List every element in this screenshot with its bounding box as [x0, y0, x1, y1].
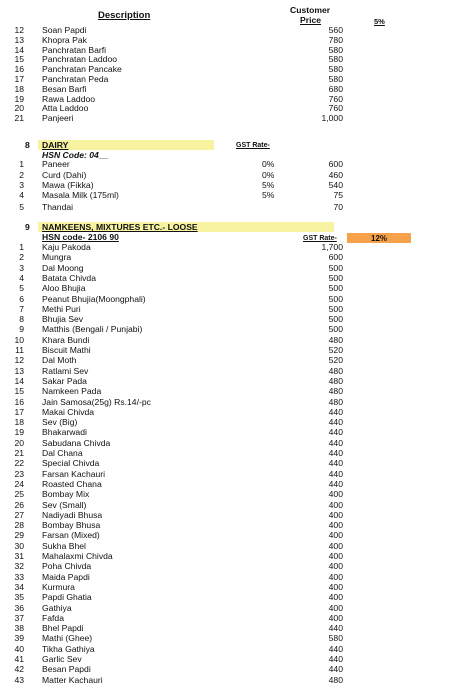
item-name: Matter Kachauri — [42, 674, 103, 685]
item-price: 1,700 — [321, 242, 343, 252]
item-name: Dal Chana — [42, 448, 83, 458]
item-price: 400 — [328, 612, 343, 623]
namkeen-section-number: 9 — [25, 222, 30, 232]
row-number: 26 — [14, 499, 24, 510]
row-number: 27 — [14, 509, 24, 520]
row-number: 7 — [19, 303, 24, 314]
item-price: 440 — [328, 448, 343, 458]
item-name: Kurmura — [42, 581, 75, 592]
item-name: Panjeeri — [42, 113, 74, 124]
row-number: 5 — [19, 283, 24, 294]
item-name: Jain Samosa(25g) Rs.14/-pc — [42, 396, 151, 407]
item-gst: 0% — [262, 159, 275, 169]
item-name: Batata Chivda — [42, 272, 96, 283]
item-price: 520 — [328, 355, 343, 366]
row-number: 31 — [14, 551, 24, 561]
item-price: 1,000 — [321, 113, 343, 124]
item-name: Garlic Sev — [42, 654, 82, 664]
row-number: 17 — [14, 406, 24, 417]
item-name: Besan Papdi — [42, 664, 91, 675]
row-number: 41 — [14, 654, 24, 664]
row-number: 32 — [14, 561, 24, 572]
item-name: Fafda — [42, 612, 64, 623]
row-number: 3 — [19, 262, 24, 273]
item-gst: 5% — [262, 180, 275, 190]
item-price: 500 — [328, 314, 343, 325]
row-number: 14 — [14, 375, 24, 386]
item-name: Masala Milk (175ml) — [42, 190, 119, 200]
percent-header: 5% — [374, 17, 385, 26]
row-number: 15 — [14, 54, 24, 65]
item-name: Khara Bundi — [42, 334, 90, 345]
row-number: 19 — [14, 93, 24, 104]
dairy-title: DAIRY — [42, 140, 69, 150]
item-price: 580 — [328, 44, 343, 55]
item-name: Panchratan Laddoo — [42, 54, 118, 65]
item-price: 480 — [328, 396, 343, 407]
row-number: 34 — [14, 581, 24, 592]
item-name: Gathiya — [42, 602, 72, 613]
price-header: Price — [300, 15, 322, 25]
item-price: 580 — [328, 54, 343, 65]
namkeen-gst-label: GST Rate- — [303, 235, 337, 242]
item-price: 70 — [333, 202, 343, 212]
item-price: 580 — [328, 74, 343, 84]
row-number: 18 — [14, 417, 24, 428]
item-price: 440 — [328, 468, 343, 479]
dairy-gst-label: GST Rate- — [236, 142, 270, 149]
item-name: Khopra Pak — [42, 34, 87, 45]
item-price: 440 — [328, 623, 343, 634]
item-name: Curd (Dahi) — [42, 170, 87, 180]
item-price: 440 — [328, 654, 343, 664]
item-name: Panchratan Pancake — [42, 64, 122, 75]
item-price: 440 — [328, 458, 343, 469]
row-number: 1 — [19, 159, 24, 169]
row-number: 13 — [14, 34, 24, 45]
item-price: 580 — [328, 64, 343, 75]
item-name: Besan Barfi — [42, 83, 87, 94]
item-name: Farsan (Mixed) — [42, 530, 100, 541]
item-name: Bhujia Sev — [42, 314, 84, 325]
item-name: Makai Chivda — [42, 406, 95, 417]
dairy-hsn: HSN Code: 04__ — [42, 150, 109, 160]
item-name: Mahalaxmi Chivda — [42, 551, 113, 561]
row-number: 20 — [14, 437, 24, 448]
row-number: 6 — [19, 293, 24, 304]
item-price: 760 — [328, 103, 343, 114]
item-price: 600 — [328, 159, 343, 169]
row-number: 37 — [14, 612, 24, 623]
item-name: Tikha Gathiya — [42, 643, 95, 654]
item-name: Sev (Small) — [42, 499, 87, 510]
row-number: 15 — [14, 386, 24, 397]
item-price: 400 — [328, 530, 343, 541]
row-number: 39 — [14, 633, 24, 644]
item-price: 400 — [328, 540, 343, 551]
row-number: 8 — [19, 314, 24, 325]
item-name: Special Chivda — [42, 458, 100, 469]
row-number: 4 — [19, 190, 24, 200]
item-gst: 5% — [262, 190, 275, 200]
row-number: 14 — [14, 44, 24, 55]
item-name: Bombay Mix — [42, 489, 90, 500]
row-number: 16 — [14, 396, 24, 407]
item-price: 480 — [328, 386, 343, 397]
namkeen-hsn: HSN code- 2106 90 — [42, 232, 119, 242]
row-number: 17 — [14, 74, 24, 84]
item-price: 440 — [328, 643, 343, 654]
item-name: Mungra — [42, 252, 72, 263]
item-name: Panchratan Barfi — [42, 44, 107, 55]
item-name: Nadiyadi Bhusa — [42, 509, 103, 520]
item-name: Farsan Kachauri — [42, 468, 106, 479]
item-name: Ratlami Sev — [42, 365, 89, 376]
item-price: 680 — [328, 83, 343, 94]
item-name: Roasted Chana — [42, 478, 102, 489]
item-price: 400 — [328, 561, 343, 572]
item-name: Aloo Bhujia — [42, 283, 86, 294]
item-price: 400 — [328, 571, 343, 582]
customer-header: Customer — [290, 5, 331, 15]
item-name: Peanut Bhujia(Moongphali) — [42, 293, 146, 304]
row-number: 42 — [14, 664, 24, 675]
item-price: 400 — [328, 499, 343, 510]
row-number: 16 — [14, 64, 24, 75]
dairy-section-number: 8 — [25, 140, 30, 150]
row-number: 28 — [14, 520, 24, 531]
item-price: 480 — [328, 334, 343, 345]
item-price: 520 — [328, 345, 343, 355]
item-price: 480 — [328, 674, 343, 685]
item-price: 500 — [328, 324, 343, 335]
namkeen-gst-value: 12% — [371, 234, 388, 243]
item-price: 400 — [328, 592, 343, 603]
row-number: 12 — [14, 355, 24, 366]
item-price: 580 — [328, 633, 343, 644]
item-name: Atta Laddoo — [42, 103, 89, 114]
item-name: Bombay Bhusa — [42, 520, 101, 531]
row-number: 18 — [14, 83, 24, 94]
item-price: 400 — [328, 509, 343, 520]
item-name: Dal Moth — [42, 355, 77, 366]
row-number: 40 — [14, 643, 24, 654]
row-number: 13 — [14, 365, 24, 376]
row-number: 30 — [14, 540, 24, 551]
row-number: 1 — [19, 242, 24, 252]
item-price: 400 — [328, 520, 343, 531]
item-name: Sev (Big) — [42, 417, 78, 428]
item-price: 600 — [328, 252, 343, 263]
item-price: 400 — [328, 581, 343, 592]
row-number: 35 — [14, 592, 24, 603]
row-number: 20 — [14, 103, 24, 114]
item-name: Rawa Laddoo — [42, 93, 96, 104]
row-number: 21 — [14, 113, 24, 124]
item-name: Bhel Papdi — [42, 623, 84, 634]
item-price: 500 — [328, 262, 343, 273]
row-number: 33 — [14, 571, 24, 582]
item-price: 440 — [328, 664, 343, 675]
row-number: 5 — [19, 202, 24, 212]
row-number: 29 — [14, 530, 24, 541]
item-price: 480 — [328, 365, 343, 376]
item-name: Mawa (Fikka) — [42, 180, 94, 190]
item-price: 500 — [328, 293, 343, 304]
item-price: 760 — [328, 93, 343, 104]
item-price: 400 — [328, 489, 343, 500]
row-number: 2 — [19, 170, 24, 180]
item-name: Bhakarwadi — [42, 427, 87, 438]
row-number: 25 — [14, 489, 24, 500]
item-price: 440 — [328, 437, 343, 448]
item-gst: 0% — [262, 170, 275, 180]
item-name: Mathi (Ghee) — [42, 633, 93, 644]
item-price: 440 — [328, 427, 343, 438]
item-name: Sakar Pada — [42, 375, 87, 386]
row-number: 36 — [14, 602, 24, 613]
item-name: Thandai — [42, 202, 74, 212]
item-name: Sabudana Chivda — [42, 437, 111, 448]
item-name: Biscuit Mathi — [42, 345, 91, 355]
row-number: 4 — [19, 272, 24, 283]
item-price: 560 — [328, 25, 343, 35]
item-price: 75 — [333, 190, 343, 200]
item-price: 500 — [328, 303, 343, 314]
row-number: 24 — [14, 478, 24, 489]
item-price: 400 — [328, 602, 343, 613]
item-price: 780 — [328, 34, 343, 45]
item-name: Kaju Pakoda — [42, 242, 91, 252]
item-name: Soan Papdi — [42, 25, 87, 35]
row-number: 9 — [19, 324, 24, 335]
item-price: 460 — [328, 170, 343, 180]
item-price: 500 — [328, 272, 343, 283]
item-name: Paneer — [42, 159, 70, 169]
item-price: 500 — [328, 283, 343, 294]
item-name: Dal Moong — [42, 262, 84, 273]
row-number: 23 — [14, 468, 24, 479]
item-price: 440 — [328, 406, 343, 417]
description-header: Description — [98, 10, 151, 21]
item-price: 480 — [328, 375, 343, 386]
row-number: 10 — [14, 334, 24, 345]
row-number: 11 — [15, 345, 24, 355]
namkeen-title: NAMKEENS, MIXTURES ETC.- LOOSE — [42, 222, 198, 232]
item-price: 400 — [328, 551, 343, 561]
item-name: Sukha Bhel — [42, 540, 86, 551]
row-number: 22 — [14, 458, 24, 469]
item-name: Matthis (Bengali / Punjabi) — [42, 324, 143, 335]
row-number: 3 — [19, 180, 24, 190]
item-price: 440 — [328, 478, 343, 489]
row-number: 38 — [14, 623, 24, 634]
item-name: Methi Puri — [42, 303, 81, 314]
row-number: 12 — [14, 25, 24, 35]
item-name: Poha Chivda — [42, 561, 92, 572]
item-name: Maida Papdi — [42, 571, 90, 582]
item-name: Papdi Ghatia — [42, 592, 92, 603]
item-name: Panchratan Peda — [42, 74, 109, 84]
row-number: 19 — [14, 427, 24, 438]
item-price: 440 — [328, 417, 343, 428]
item-name: Namkeen Pada — [42, 386, 102, 397]
row-number: 21 — [14, 448, 24, 458]
row-number: 2 — [19, 252, 24, 263]
row-number: 43 — [14, 674, 24, 685]
item-price: 540 — [328, 180, 343, 190]
